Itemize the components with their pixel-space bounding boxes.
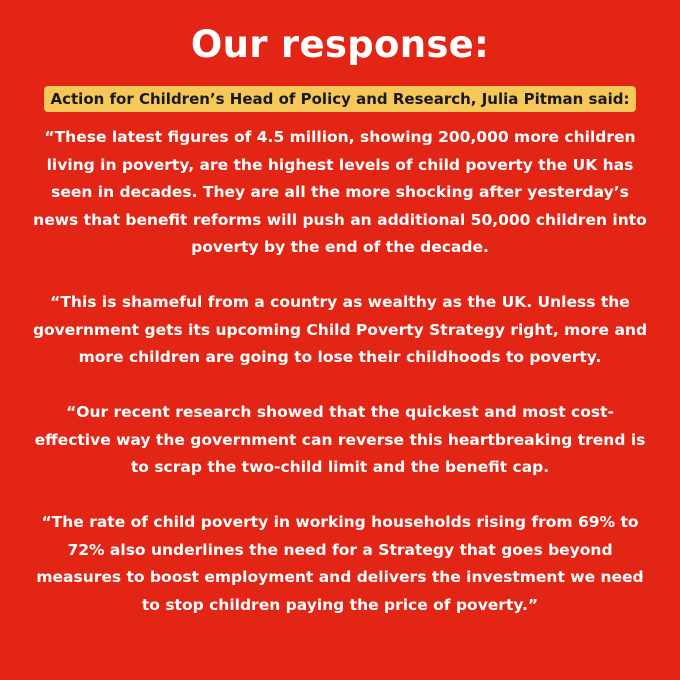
page-title: Our response: xyxy=(190,23,490,66)
quote-paragraph-3: “Our recent research showed that the quickest and most cost-effective way the government can reverse this heartbreaking trend is to scrap the two-child limit and the benefit cap. xyxy=(34,403,646,476)
quote-paragraph-4: “The rate of child poverty in working households rising from 69% to 72% also underlines the need for a Strategy that goes beyond measures to boost employment and delivers the investment we need to stop children paying the price of poverty.” xyxy=(36,513,644,614)
quote-paragraph-2: “This is shameful from a country as wealthy as the UK. Unless the government gets its upcoming Child Poverty Strategy right, more and more children are going to lose their childhoods to poverty. xyxy=(32,293,648,366)
quote-body xyxy=(30,124,650,619)
quote-paragraph-1: “These latest figures of 4.5 million, showing 200,000 more children living in poverty, are the highest levels of child poverty the UK has seen in decades. They are all the more shocking after yesterday’s news that benefit reforms will push an additional 50,000 children into poverty by the end of the decade. xyxy=(33,128,647,256)
attribution-banner: Action for Children’s Head of Policy and Research, Julia Pitman said: xyxy=(44,86,637,112)
attribution-wrapper xyxy=(0,86,680,112)
